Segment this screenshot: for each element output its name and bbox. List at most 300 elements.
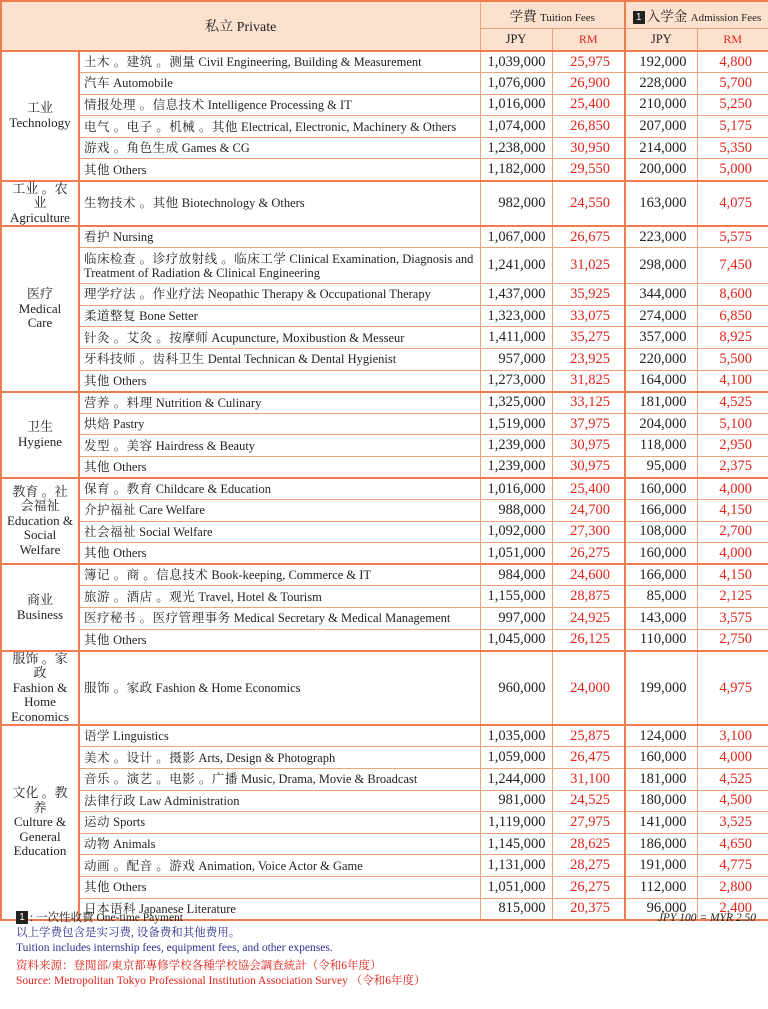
category-cell bbox=[1, 725, 79, 919]
program-name bbox=[79, 833, 480, 855]
program-name bbox=[79, 284, 480, 306]
admission-jpy: 163,000 bbox=[625, 181, 697, 227]
one-time-note-zh: : 一次性收費 bbox=[30, 912, 94, 924]
table-row bbox=[1, 327, 768, 349]
category-en: Education & Social Welfare bbox=[6, 512, 74, 557]
program-name bbox=[79, 248, 480, 284]
tuition-rm: 31,825 bbox=[552, 370, 625, 392]
col-rm: RM bbox=[552, 29, 625, 52]
program-name bbox=[79, 586, 480, 608]
table-row bbox=[1, 812, 768, 834]
table-row bbox=[1, 608, 768, 630]
tuition-jpy: 1,067,000 bbox=[480, 226, 552, 248]
program-name-en: Clinical Examination, Diagnosis and Treatment of Radiation & Clinical Engineering bbox=[84, 251, 474, 280]
tuition-rm: 26,475 bbox=[552, 747, 625, 769]
admission-jpy: 124,000 bbox=[625, 725, 697, 747]
admission-jpy: 160,000 bbox=[625, 543, 697, 565]
table-row bbox=[1, 94, 768, 116]
program-name bbox=[79, 137, 480, 159]
admission-rm: 4,000 bbox=[697, 478, 768, 500]
admission-rm: 4,650 bbox=[697, 833, 768, 855]
admission-rm: 5,500 bbox=[697, 348, 768, 370]
admission-jpy: 118,000 bbox=[625, 435, 697, 457]
program-name-en: Arts, Design & Photograph bbox=[198, 750, 336, 765]
program-name-en: Linguistics bbox=[113, 729, 169, 744]
program-name bbox=[79, 226, 480, 248]
program-name-en: Hairdress & Beauty bbox=[155, 438, 256, 453]
admission-rm: 8,925 bbox=[697, 327, 768, 349]
footer-notes bbox=[16, 911, 756, 989]
program-name-en: Nutrition & Culinary bbox=[155, 395, 262, 410]
program-name-zh: 簿记 。商 。信息技术 bbox=[84, 568, 209, 583]
tuition-jpy: 1,119,000 bbox=[480, 812, 552, 834]
program-name-zh: 保育 。教育 bbox=[84, 482, 153, 497]
program-name bbox=[79, 500, 480, 522]
admission-rm: 4,525 bbox=[697, 768, 768, 790]
program-name-en: Japanese Literature bbox=[139, 901, 236, 916]
program-name-en: Others bbox=[113, 546, 147, 561]
category-en: Business bbox=[16, 606, 64, 622]
program-name-en: Travel, Hotel & Tourism bbox=[198, 589, 322, 604]
tuition-rm: 24,925 bbox=[552, 608, 625, 630]
program-name-en: Fashion & Home Economics bbox=[155, 681, 301, 695]
table-row bbox=[1, 435, 768, 457]
category-en: Agriculture bbox=[10, 209, 70, 225]
program-name-zh: 烘焙 bbox=[84, 417, 111, 432]
col-jpy-admission: JPY bbox=[625, 29, 697, 52]
admission-jpy: 166,000 bbox=[625, 500, 697, 522]
tuition-jpy: 982,000 bbox=[480, 181, 552, 227]
tuition-rm: 24,700 bbox=[552, 500, 625, 522]
program-name-zh: 介护福祉 bbox=[84, 503, 137, 518]
program-name-zh: 柔道整复 bbox=[84, 309, 137, 324]
table-row bbox=[1, 370, 768, 392]
program-name-en: Others bbox=[113, 162, 147, 177]
admission-rm: 4,100 bbox=[697, 370, 768, 392]
admission-header bbox=[625, 1, 768, 29]
tuition-jpy: 1,035,000 bbox=[480, 725, 552, 747]
admission-rm: 6,850 bbox=[697, 305, 768, 327]
program-name bbox=[79, 768, 480, 790]
program-name bbox=[79, 456, 480, 478]
table-row bbox=[1, 543, 768, 565]
admission-jpy: 181,000 bbox=[625, 392, 697, 414]
tuition-jpy: 957,000 bbox=[480, 348, 552, 370]
tuition-jpy: 988,000 bbox=[480, 500, 552, 522]
table-row bbox=[1, 768, 768, 790]
table-row bbox=[1, 564, 768, 586]
table-row bbox=[1, 855, 768, 877]
admission-jpy: 207,000 bbox=[625, 116, 697, 138]
col-rm-admission: RM bbox=[697, 29, 768, 52]
program-name bbox=[79, 478, 480, 500]
program-name-en: Acupuncture, Moxibustion & Messeur bbox=[211, 330, 405, 345]
program-name bbox=[79, 543, 480, 565]
table-row bbox=[1, 747, 768, 769]
tuition-jpy: 1,239,000 bbox=[480, 456, 552, 478]
tuition-note-en: Tuition includes internship fees, equipment fees, and other expenses. bbox=[16, 942, 333, 954]
admission-rm: 5,100 bbox=[697, 413, 768, 435]
program-name bbox=[79, 413, 480, 435]
tuition-rm: 26,125 bbox=[552, 629, 625, 651]
program-name-zh: 情报处理 。信息技术 bbox=[84, 97, 205, 112]
admission-rm: 2,800 bbox=[697, 876, 768, 898]
admission-rm: 2,950 bbox=[697, 435, 768, 457]
tuition-jpy: 815,000 bbox=[480, 898, 552, 920]
tuition-rm: 24,600 bbox=[552, 564, 625, 586]
program-name-en: Social Welfare bbox=[139, 524, 213, 539]
tuition-rm: 28,875 bbox=[552, 586, 625, 608]
admission-jpy: 85,000 bbox=[625, 586, 697, 608]
category-zh: 卫生 bbox=[26, 419, 53, 435]
table-row bbox=[1, 226, 768, 248]
tuition-jpy: 1,323,000 bbox=[480, 305, 552, 327]
program-name-zh: 临床检查 。诊疗放射线 。临床工学 bbox=[84, 251, 287, 266]
tuition-jpy: 1,155,000 bbox=[480, 586, 552, 608]
program-name bbox=[79, 564, 480, 586]
program-name-en: Pastry bbox=[113, 417, 145, 432]
table-row bbox=[1, 392, 768, 414]
program-name-zh: 医疗秘书 。医疗管理事务 bbox=[84, 611, 231, 626]
admission-jpy: 141,000 bbox=[625, 812, 697, 834]
program-name bbox=[79, 855, 480, 877]
tuition-jpy: 1,059,000 bbox=[480, 747, 552, 769]
tuition-jpy: 1,039,000 bbox=[480, 51, 552, 73]
program-name-zh: 其他 bbox=[84, 546, 111, 561]
program-name-zh: 其他 bbox=[84, 162, 111, 177]
admission-jpy: 223,000 bbox=[625, 226, 697, 248]
program-name-en: Others bbox=[113, 880, 147, 895]
admission-jpy: 108,000 bbox=[625, 521, 697, 543]
admission-rm: 5,575 bbox=[697, 226, 768, 248]
source-zh: 资料来源：登閒部/東京都專修学校各種学校協会調查統計（令和6年度） bbox=[16, 960, 382, 972]
tuition-rm: 25,400 bbox=[552, 94, 625, 116]
category-cell bbox=[1, 564, 79, 650]
tuition-jpy: 1,411,000 bbox=[480, 327, 552, 349]
table-row bbox=[1, 651, 768, 726]
tuition-rm: 26,275 bbox=[552, 876, 625, 898]
tuition-rm: 25,875 bbox=[552, 725, 625, 747]
admission-jpy: 164,000 bbox=[625, 370, 697, 392]
admission-jpy: 181,000 bbox=[625, 768, 697, 790]
program-name-zh: 营养 。料理 bbox=[84, 395, 153, 410]
admission-rm: 5,000 bbox=[697, 159, 768, 181]
program-name bbox=[79, 812, 480, 834]
admission-rm: 7,450 bbox=[697, 248, 768, 284]
admission-jpy: 204,000 bbox=[625, 413, 697, 435]
admission-jpy: 95,000 bbox=[625, 456, 697, 478]
program-name-zh: 其他 bbox=[84, 373, 111, 388]
category-cell bbox=[1, 651, 79, 726]
category-cell bbox=[1, 478, 79, 564]
tuition-jpy: 1,239,000 bbox=[480, 435, 552, 457]
tuition-jpy: 1,325,000 bbox=[480, 392, 552, 414]
tuition-jpy: 1,092,000 bbox=[480, 521, 552, 543]
program-name bbox=[79, 651, 480, 726]
fees-body bbox=[1, 51, 768, 920]
admission-rm: 4,800 bbox=[697, 51, 768, 73]
admission-rm: 2,700 bbox=[697, 521, 768, 543]
category-cell bbox=[1, 181, 79, 227]
category-cell bbox=[1, 51, 79, 181]
admission-rm: 4,500 bbox=[697, 790, 768, 812]
tuition-rm: 26,900 bbox=[552, 73, 625, 95]
program-name-zh: 发型 。美容 bbox=[84, 438, 153, 453]
tuition-jpy: 1,273,000 bbox=[480, 370, 552, 392]
tuition-rm: 25,975 bbox=[552, 51, 625, 73]
tuition-jpy: 1,238,000 bbox=[480, 137, 552, 159]
admission-jpy: 298,000 bbox=[625, 248, 697, 284]
program-name-zh: 土木 。建筑 。测量 bbox=[84, 55, 196, 70]
category-zh: 商业 bbox=[26, 592, 53, 608]
program-name-zh: 服饰 。家政 bbox=[84, 681, 153, 695]
tuition-jpy: 1,519,000 bbox=[480, 413, 552, 435]
admission-jpy: 191,000 bbox=[625, 855, 697, 877]
admission-rm: 4,525 bbox=[697, 392, 768, 414]
admission-jpy: 192,000 bbox=[625, 51, 697, 73]
admission-rm: 3,575 bbox=[697, 608, 768, 630]
admission-jpy: 357,000 bbox=[625, 327, 697, 349]
program-name-en: Sports bbox=[113, 815, 146, 830]
admission-jpy: 110,000 bbox=[625, 629, 697, 651]
tuition-rm: 29,550 bbox=[552, 159, 625, 181]
category-cell bbox=[1, 226, 79, 392]
table-row bbox=[1, 876, 768, 898]
tuition-jpy: 981,000 bbox=[480, 790, 552, 812]
tuition-rm: 28,625 bbox=[552, 833, 625, 855]
tuition-header bbox=[480, 1, 625, 29]
table-row bbox=[1, 51, 768, 73]
program-name bbox=[79, 435, 480, 457]
one-time-badge-footer: 1 bbox=[16, 911, 28, 924]
tuition-rm: 25,400 bbox=[552, 478, 625, 500]
tuition-rm: 31,100 bbox=[552, 768, 625, 790]
table-row bbox=[1, 159, 768, 181]
program-name-en: Bone Setter bbox=[139, 309, 198, 324]
program-name-zh: 动画 。配音 。游戏 bbox=[84, 858, 196, 873]
table-row bbox=[1, 413, 768, 435]
program-name-en: Others bbox=[113, 373, 147, 388]
tuition-rm: 23,925 bbox=[552, 348, 625, 370]
program-name-zh: 生物技术 。其他 bbox=[84, 196, 179, 211]
admission-jpy: 344,000 bbox=[625, 284, 697, 306]
tuition-jpy: 1,182,000 bbox=[480, 159, 552, 181]
table-row bbox=[1, 137, 768, 159]
admission-jpy: 166,000 bbox=[625, 564, 697, 586]
admission-rm: 2,400 bbox=[697, 898, 768, 920]
category-en: Technology bbox=[9, 114, 71, 130]
category-cell bbox=[1, 392, 79, 478]
tuition-jpy: 1,076,000 bbox=[480, 73, 552, 95]
program-name-zh: 游戏 。角色生成 bbox=[84, 141, 179, 156]
admission-header-zh: 入学金 bbox=[646, 9, 688, 24]
program-name-en: Neopathic Therapy & Occupational Therapy bbox=[207, 287, 431, 302]
category-zh: 文化 。教养 bbox=[12, 785, 68, 815]
program-name bbox=[79, 747, 480, 769]
category-en: Fashion & Home Economics bbox=[11, 679, 69, 724]
program-name-zh: 针灸 。艾灸 。按摩师 bbox=[84, 330, 209, 345]
tuition-jpy: 1,016,000 bbox=[480, 478, 552, 500]
program-name-en: Care Welfare bbox=[139, 503, 205, 518]
program-name-en: Biotechnology & Others bbox=[181, 196, 305, 211]
program-name bbox=[79, 608, 480, 630]
program-name-zh: 其他 bbox=[84, 880, 111, 895]
category-en: Hygiene bbox=[17, 433, 63, 449]
admission-rm: 3,100 bbox=[697, 725, 768, 747]
one-time-note-en: One-time Payment bbox=[96, 912, 184, 924]
admission-header-en: Admission Fees bbox=[690, 12, 762, 24]
category-zh: 服饰 。家政 bbox=[12, 650, 68, 681]
program-name-en: Animals bbox=[113, 837, 156, 852]
tuition-jpy: 1,016,000 bbox=[480, 94, 552, 116]
admission-rm: 5,350 bbox=[697, 137, 768, 159]
program-name-zh: 理学疗法 。作业疗法 bbox=[84, 287, 205, 302]
admission-rm: 4,075 bbox=[697, 181, 768, 227]
program-name-en: Music, Drama, Movie & Broadcast bbox=[241, 772, 418, 787]
tuition-jpy: 1,131,000 bbox=[480, 855, 552, 877]
admission-rm: 3,525 bbox=[697, 812, 768, 834]
table-row bbox=[1, 586, 768, 608]
tuition-rm: 26,675 bbox=[552, 226, 625, 248]
admission-jpy: 143,000 bbox=[625, 608, 697, 630]
tuition-jpy: 960,000 bbox=[480, 651, 552, 726]
admission-jpy: 160,000 bbox=[625, 478, 697, 500]
table-row bbox=[1, 181, 768, 227]
tuition-jpy: 1,074,000 bbox=[480, 116, 552, 138]
tuition-rm: 26,850 bbox=[552, 116, 625, 138]
category-en: Medical Care bbox=[18, 300, 62, 331]
program-name bbox=[79, 876, 480, 898]
table-row bbox=[1, 500, 768, 522]
table-row bbox=[1, 456, 768, 478]
program-name bbox=[79, 327, 480, 349]
tuition-rm: 27,975 bbox=[552, 812, 625, 834]
table-row bbox=[1, 73, 768, 95]
tuition-rm: 26,275 bbox=[552, 543, 625, 565]
admission-rm: 5,250 bbox=[697, 94, 768, 116]
admission-rm: 2,125 bbox=[697, 586, 768, 608]
table-row bbox=[1, 629, 768, 651]
tuition-jpy: 997,000 bbox=[480, 608, 552, 630]
program-name-zh: 运动 bbox=[84, 815, 111, 830]
admission-jpy: 210,000 bbox=[625, 94, 697, 116]
category-zh: 医疗 bbox=[26, 286, 53, 302]
tuition-rm: 28,275 bbox=[552, 855, 625, 877]
program-name-zh: 语学 bbox=[84, 729, 111, 744]
table-row bbox=[1, 116, 768, 138]
table-row bbox=[1, 478, 768, 500]
tuition-header-en: Tuition Fees bbox=[539, 12, 595, 24]
tuition-jpy: 984,000 bbox=[480, 564, 552, 586]
program-name bbox=[79, 116, 480, 138]
tuition-rm: 24,525 bbox=[552, 790, 625, 812]
program-name-zh: 其他 bbox=[84, 459, 111, 474]
category-zh: 工业 。农业 bbox=[12, 180, 68, 211]
admission-rm: 5,700 bbox=[697, 73, 768, 95]
program-name bbox=[79, 305, 480, 327]
tuition-rm: 31,025 bbox=[552, 248, 625, 284]
tuition-jpy: 1,244,000 bbox=[480, 768, 552, 790]
program-name bbox=[79, 181, 480, 227]
program-name bbox=[79, 790, 480, 812]
admission-jpy: 160,000 bbox=[625, 747, 697, 769]
tuition-rm: 24,550 bbox=[552, 181, 625, 227]
program-name-en: Games & CG bbox=[181, 141, 250, 156]
program-name bbox=[79, 348, 480, 370]
admission-jpy: 228,000 bbox=[625, 73, 697, 95]
admission-rm: 4,975 bbox=[697, 651, 768, 726]
tuition-jpy: 1,051,000 bbox=[480, 543, 552, 565]
tuition-rm: 27,300 bbox=[552, 521, 625, 543]
admission-jpy: 274,000 bbox=[625, 305, 697, 327]
tuition-note-zh: 以上学费包含是实习费, 设备费和其他费用。 bbox=[16, 927, 241, 939]
program-name-en: Dental Technican & Dental Hygienist bbox=[207, 352, 397, 367]
program-name-en: Electrical, Electronic, Machinery & Others bbox=[241, 119, 457, 134]
program-name bbox=[79, 392, 480, 414]
tuition-rm: 30,950 bbox=[552, 137, 625, 159]
admission-rm: 2,375 bbox=[697, 456, 768, 478]
tuition-jpy: 1,045,000 bbox=[480, 629, 552, 651]
admission-jpy: 96,000 bbox=[625, 898, 697, 920]
admission-rm: 4,000 bbox=[697, 543, 768, 565]
admission-rm: 8,600 bbox=[697, 284, 768, 306]
tuition-jpy: 1,241,000 bbox=[480, 248, 552, 284]
program-name-zh: 法律行政 bbox=[84, 793, 137, 808]
tuition-rm: 35,925 bbox=[552, 284, 625, 306]
program-name-en: Medical Secretary & Medical Management bbox=[233, 611, 451, 626]
admission-jpy: 186,000 bbox=[625, 833, 697, 855]
program-name bbox=[79, 159, 480, 181]
table-row bbox=[1, 790, 768, 812]
table-row bbox=[1, 725, 768, 747]
program-name-zh: 动物 bbox=[84, 837, 111, 852]
program-name-zh: 美术 。设计 。摄影 bbox=[84, 750, 196, 765]
one-time-note bbox=[16, 911, 183, 926]
tuition-rm: 35,275 bbox=[552, 327, 625, 349]
tuition-jpy: 1,437,000 bbox=[480, 284, 552, 306]
table-row bbox=[1, 833, 768, 855]
admission-rm: 2,750 bbox=[697, 629, 768, 651]
table-row bbox=[1, 248, 768, 284]
program-name bbox=[79, 629, 480, 651]
tuition-rm: 24,000 bbox=[552, 651, 625, 726]
program-name-zh: 看护 bbox=[84, 230, 111, 245]
program-name bbox=[79, 94, 480, 116]
program-name-zh: 社会福祉 bbox=[84, 524, 137, 539]
tuition-header-zh: 学費 bbox=[509, 9, 537, 24]
admission-rm: 4,775 bbox=[697, 855, 768, 877]
admission-rm: 4,150 bbox=[697, 564, 768, 586]
program-name-zh: 旅游 。酒店 。观光 bbox=[84, 589, 196, 604]
program-name-en: Intelligence Processing & IT bbox=[207, 97, 352, 112]
program-name-en: Animation, Voice Actor & Game bbox=[198, 858, 363, 873]
program-name-zh: 音乐 。演艺 。电影 。广播 bbox=[84, 772, 238, 787]
tuition-jpy: 1,145,000 bbox=[480, 833, 552, 855]
program-name-zh: 电气 。电子 。机械 。其他 bbox=[84, 119, 238, 134]
admission-jpy: 214,000 bbox=[625, 137, 697, 159]
tuition-rm: 30,975 bbox=[552, 435, 625, 457]
category-zh: 教育 。社会福祉 bbox=[12, 483, 68, 514]
tuition-rm: 33,125 bbox=[552, 392, 625, 414]
category-zh: 工业 bbox=[26, 100, 53, 116]
table-row bbox=[1, 521, 768, 543]
table-row bbox=[1, 305, 768, 327]
source-en: Source: Metropolitan Tokyo Professional Institution Association Survey （令和6年度） bbox=[16, 975, 426, 987]
tuition-jpy: 1,051,000 bbox=[480, 876, 552, 898]
admission-jpy: 199,000 bbox=[625, 651, 697, 726]
program-name-zh: 其他 bbox=[84, 632, 111, 647]
admission-jpy: 180,000 bbox=[625, 790, 697, 812]
